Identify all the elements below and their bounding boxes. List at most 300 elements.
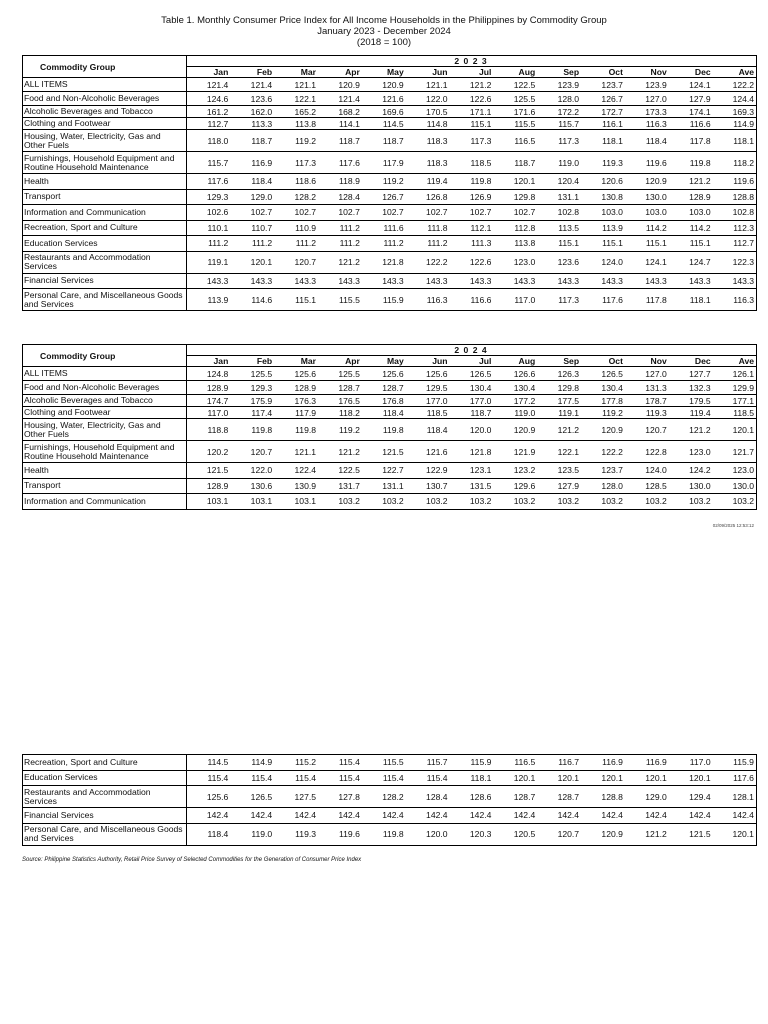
index-value: 119.4	[669, 407, 713, 419]
index-value: 121.6	[406, 441, 450, 463]
index-value: 112.3	[713, 220, 757, 236]
table-row	[23, 78, 757, 92]
index-value: 120.6	[581, 174, 625, 190]
index-value: 143.3	[713, 273, 757, 289]
index-value: 118.2	[318, 407, 362, 419]
table-row	[23, 251, 757, 273]
index-value: 120.7	[274, 251, 318, 273]
index-value: 117.3	[274, 152, 318, 174]
index-value: 127.8	[318, 786, 362, 808]
month-header: Jan	[187, 356, 231, 367]
index-value: 130.0	[625, 189, 669, 205]
index-value: 110.9	[274, 220, 318, 236]
index-value: 103.0	[669, 205, 713, 221]
month-header: Oct	[581, 356, 625, 367]
index-value: 124.0	[625, 463, 669, 479]
commodity-label: Food and Non-Alcoholic Beverages	[23, 92, 187, 106]
index-value: 131.7	[318, 478, 362, 494]
index-value: 128.0	[537, 92, 581, 106]
index-value: 129.5	[406, 381, 450, 395]
index-value: 115.4	[318, 755, 362, 771]
index-value: 119.2	[274, 130, 318, 152]
index-value: 121.5	[669, 823, 713, 845]
index-value: 121.1	[406, 78, 450, 92]
index-value: 121.2	[669, 174, 713, 190]
month-header: May	[362, 356, 406, 367]
index-value: 112.8	[493, 220, 537, 236]
index-value: 142.4	[362, 808, 406, 824]
index-value: 128.9	[274, 381, 318, 395]
index-value: 115.9	[713, 755, 757, 771]
index-value: 111.2	[230, 236, 274, 252]
table-row	[23, 478, 757, 494]
index-value: 130.9	[274, 478, 318, 494]
index-value: 121.8	[362, 251, 406, 273]
table-title	[0, 15, 768, 48]
index-value: 177.0	[450, 395, 494, 407]
commodity-label: Health	[23, 463, 187, 479]
index-value: 120.9	[318, 78, 362, 92]
index-value: 122.2	[581, 441, 625, 463]
title-line-3: (2018 = 100)	[356, 37, 412, 48]
index-value: 126.3	[537, 367, 581, 381]
index-value: 118.7	[318, 130, 362, 152]
index-value: 129.8	[537, 381, 581, 395]
index-value: 143.3	[537, 273, 581, 289]
index-value: 120.3	[450, 823, 494, 845]
index-value: 120.1	[493, 770, 537, 786]
index-value: 129.6	[493, 478, 537, 494]
index-value: 115.4	[362, 770, 406, 786]
year-header: 2 0 2 4	[187, 345, 757, 356]
month-header: Sep	[537, 356, 581, 367]
index-value: 121.5	[362, 441, 406, 463]
index-value: 102.7	[274, 205, 318, 221]
index-value: 116.3	[406, 289, 450, 311]
index-value: 119.1	[537, 407, 581, 419]
table-row	[23, 273, 757, 289]
index-value: 118.8	[187, 419, 231, 441]
table-row	[23, 419, 757, 441]
index-value: 103.2	[713, 494, 757, 510]
index-value: 142.4	[669, 808, 713, 824]
index-value: 122.1	[274, 92, 318, 106]
month-header: Sep	[537, 67, 581, 78]
index-value: 123.0	[669, 441, 713, 463]
index-value: 128.7	[493, 786, 537, 808]
index-value: 117.6	[713, 770, 757, 786]
index-value: 142.4	[713, 808, 757, 824]
index-value: 126.5	[450, 367, 494, 381]
table-row	[23, 407, 757, 419]
index-value: 118.1	[669, 289, 713, 311]
index-value: 126.1	[713, 367, 757, 381]
index-value: 143.3	[187, 273, 231, 289]
index-value: 120.1	[669, 770, 713, 786]
index-value: 117.8	[625, 289, 669, 311]
index-value: 111.2	[318, 236, 362, 252]
index-value: 129.0	[230, 189, 274, 205]
commodity-label: Personal Care, and Miscellaneous Goods and Services	[23, 823, 187, 845]
index-value: 128.2	[362, 786, 406, 808]
index-value: 125.6	[362, 367, 406, 381]
cpi-table-2024-continued	[22, 754, 757, 846]
index-value: 121.4	[230, 78, 274, 92]
index-value: 122.0	[406, 92, 450, 106]
index-value: 129.3	[187, 189, 231, 205]
index-value: 115.4	[187, 770, 231, 786]
commodity-label: Food and Non-Alcoholic Beverages	[23, 381, 187, 395]
commodity-label: Housing, Water, Electricity, Gas and Other Fuels	[23, 419, 187, 441]
month-header: Ave	[713, 67, 757, 78]
index-value: 103.1	[230, 494, 274, 510]
index-value: 116.6	[669, 118, 713, 130]
index-value: 119.0	[493, 407, 537, 419]
index-value: 117.6	[187, 174, 231, 190]
table-row	[23, 289, 757, 311]
index-value: 121.1	[274, 441, 318, 463]
index-value: 174.1	[669, 106, 713, 118]
index-value: 116.9	[581, 755, 625, 771]
table-row	[23, 92, 757, 106]
index-value: 121.2	[450, 78, 494, 92]
index-value: 113.5	[537, 220, 581, 236]
index-value: 126.9	[450, 189, 494, 205]
table-row	[23, 189, 757, 205]
index-value: 113.8	[493, 236, 537, 252]
index-value: 111.6	[362, 220, 406, 236]
index-value: 119.3	[274, 823, 318, 845]
index-value: 143.3	[450, 273, 494, 289]
index-value: 176.5	[318, 395, 362, 407]
index-value: 162.0	[230, 106, 274, 118]
index-value: 114.2	[669, 220, 713, 236]
commodity-label: Education Services	[23, 770, 187, 786]
index-value: 121.5	[187, 463, 231, 479]
index-value: 172.7	[581, 106, 625, 118]
index-value: 122.8	[625, 441, 669, 463]
index-value: 123.9	[625, 78, 669, 92]
month-header: Apr	[318, 67, 362, 78]
commodity-group-header: Commodity Group	[23, 56, 187, 78]
index-value: 122.2	[406, 251, 450, 273]
index-value: 128.4	[318, 189, 362, 205]
index-value: 117.3	[537, 130, 581, 152]
month-header: Ave	[713, 356, 757, 367]
index-value: 143.3	[362, 273, 406, 289]
index-value: 103.2	[406, 494, 450, 510]
index-value: 142.4	[274, 808, 318, 824]
index-value: 111.2	[362, 236, 406, 252]
source-note: Source: Philippine Statistics Authority, Retail Price Survey of Selected Commodities for the Generation of Consumer Price Index	[22, 857, 362, 863]
index-value: 115.1	[537, 236, 581, 252]
index-value: 143.3	[274, 273, 318, 289]
index-value: 125.5	[493, 92, 537, 106]
index-value: 119.3	[625, 407, 669, 419]
index-value: 121.8	[450, 441, 494, 463]
index-value: 126.7	[581, 92, 625, 106]
index-value: 102.7	[450, 205, 494, 221]
index-value: 165.2	[274, 106, 318, 118]
index-value: 119.0	[230, 823, 274, 845]
index-value: 122.7	[362, 463, 406, 479]
index-value: 120.5	[493, 823, 537, 845]
index-value: 119.2	[318, 419, 362, 441]
index-value: 116.7	[537, 755, 581, 771]
index-value: 142.4	[625, 808, 669, 824]
index-value: 115.5	[362, 755, 406, 771]
commodity-label: Education Services	[23, 236, 187, 252]
index-value: 130.0	[669, 478, 713, 494]
index-value: 103.2	[362, 494, 406, 510]
month-header: Jul	[450, 356, 494, 367]
index-value: 115.4	[318, 770, 362, 786]
table-row	[23, 236, 757, 252]
index-value: 112.1	[450, 220, 494, 236]
index-value: 116.3	[625, 118, 669, 130]
index-value: 119.8	[450, 174, 494, 190]
index-value: 114.5	[187, 755, 231, 771]
index-value: 120.9	[625, 174, 669, 190]
index-value: 172.2	[537, 106, 581, 118]
index-value: 129.8	[493, 189, 537, 205]
index-value: 176.3	[274, 395, 318, 407]
index-value: 120.7	[537, 823, 581, 845]
index-value: 113.9	[187, 289, 231, 311]
index-value: 114.5	[362, 118, 406, 130]
index-value: 119.8	[274, 419, 318, 441]
index-value: 115.4	[406, 770, 450, 786]
index-value: 118.0	[187, 130, 231, 152]
index-value: 119.8	[362, 823, 406, 845]
index-value: 118.2	[713, 152, 757, 174]
index-value: 122.0	[230, 463, 274, 479]
index-value: 128.7	[318, 381, 362, 395]
table-row	[23, 174, 757, 190]
index-value: 113.8	[274, 118, 318, 130]
index-value: 170.5	[406, 106, 450, 118]
index-value: 128.0	[581, 478, 625, 494]
month-header: Aug	[493, 356, 537, 367]
table-row	[23, 130, 757, 152]
index-value: 125.5	[318, 367, 362, 381]
index-value: 129.3	[230, 381, 274, 395]
index-value: 130.4	[493, 381, 537, 395]
index-value: 119.2	[581, 407, 625, 419]
index-value: 111.2	[406, 236, 450, 252]
index-value: 120.7	[230, 441, 274, 463]
month-header: Apr	[318, 356, 362, 367]
index-value: 125.6	[274, 367, 318, 381]
table-row	[23, 118, 757, 130]
index-value: 115.9	[362, 289, 406, 311]
table-row	[23, 755, 757, 771]
index-value: 102.8	[713, 205, 757, 221]
index-value: 126.8	[406, 189, 450, 205]
index-value: 119.8	[362, 419, 406, 441]
index-value: 121.7	[713, 441, 757, 463]
index-value: 118.9	[318, 174, 362, 190]
index-value: 118.6	[274, 174, 318, 190]
index-value: 122.6	[450, 251, 494, 273]
index-value: 142.4	[581, 808, 625, 824]
index-value: 123.2	[493, 463, 537, 479]
index-value: 102.6	[187, 205, 231, 221]
index-value: 126.5	[230, 786, 274, 808]
index-value: 130.6	[230, 478, 274, 494]
index-value: 119.4	[406, 174, 450, 190]
index-value: 124.4	[713, 92, 757, 106]
index-value: 117.0	[493, 289, 537, 311]
index-value: 102.7	[406, 205, 450, 221]
index-value: 117.3	[450, 130, 494, 152]
commodity-label: Restaurants and Accommodation Services	[23, 786, 187, 808]
print-timestamp: 02/09/2025 12:53:12	[712, 523, 754, 528]
index-value: 128.7	[362, 381, 406, 395]
table-row	[23, 106, 757, 118]
month-header: Nov	[625, 67, 669, 78]
index-value: 103.1	[274, 494, 318, 510]
index-value: 115.1	[450, 118, 494, 130]
index-value: 123.7	[581, 78, 625, 92]
month-header: Feb	[230, 67, 274, 78]
index-value: 130.4	[581, 381, 625, 395]
index-value: 103.2	[318, 494, 362, 510]
table-row	[23, 786, 757, 808]
index-value: 179.5	[669, 395, 713, 407]
index-value: 178.7	[625, 395, 669, 407]
index-value: 171.1	[450, 106, 494, 118]
index-value: 121.2	[625, 823, 669, 845]
cpi-table-2024	[22, 344, 757, 510]
index-value: 126.6	[493, 367, 537, 381]
index-value: 174.7	[187, 395, 231, 407]
index-value: 124.0	[581, 251, 625, 273]
month-header: Mar	[274, 356, 318, 367]
commodity-label: Transport	[23, 189, 187, 205]
month-header: Oct	[581, 67, 625, 78]
index-value: 124.1	[625, 251, 669, 273]
index-value: 115.7	[187, 152, 231, 174]
index-value: 143.3	[318, 273, 362, 289]
index-value: 103.2	[625, 494, 669, 510]
index-value: 121.2	[537, 419, 581, 441]
table-row	[23, 463, 757, 479]
index-value: 112.7	[713, 236, 757, 252]
index-value: 127.9	[669, 92, 713, 106]
index-value: 116.1	[581, 118, 625, 130]
index-value: 122.5	[493, 78, 537, 92]
commodity-label: Clothing and Footwear	[23, 118, 187, 130]
index-value: 121.4	[187, 78, 231, 92]
index-value: 124.8	[187, 367, 231, 381]
index-value: 112.7	[187, 118, 231, 130]
index-value: 116.5	[493, 130, 537, 152]
index-value: 116.9	[625, 755, 669, 771]
index-value: 115.4	[230, 770, 274, 786]
table-row	[23, 205, 757, 221]
index-value: 110.1	[187, 220, 231, 236]
index-value: 122.9	[406, 463, 450, 479]
index-value: 117.9	[274, 407, 318, 419]
month-header: Feb	[230, 356, 274, 367]
index-value: 128.9	[187, 381, 231, 395]
index-value: 111.3	[450, 236, 494, 252]
index-value: 118.4	[406, 419, 450, 441]
index-value: 115.1	[581, 236, 625, 252]
index-value: 119.6	[625, 152, 669, 174]
table-row	[23, 152, 757, 174]
month-header: Jun	[406, 67, 450, 78]
index-value: 122.3	[713, 251, 757, 273]
index-value: 127.9	[537, 478, 581, 494]
index-value: 118.4	[362, 407, 406, 419]
index-value: 123.1	[450, 463, 494, 479]
commodity-label: Restaurants and Accommodation Services	[23, 251, 187, 273]
index-value: 171.6	[493, 106, 537, 118]
index-value: 111.2	[274, 236, 318, 252]
index-value: 143.3	[581, 273, 625, 289]
index-value: 142.4	[537, 808, 581, 824]
index-value: 143.3	[230, 273, 274, 289]
commodity-label: Health	[23, 174, 187, 190]
commodity-label: ALL ITEMS	[23, 78, 187, 92]
index-value: 117.9	[362, 152, 406, 174]
index-value: 121.9	[493, 441, 537, 463]
index-value: 120.0	[450, 419, 494, 441]
index-value: 115.1	[625, 236, 669, 252]
index-value: 131.1	[362, 478, 406, 494]
index-value: 119.6	[318, 823, 362, 845]
index-value: 118.3	[406, 130, 450, 152]
index-value: 168.2	[318, 106, 362, 118]
index-value: 120.2	[187, 441, 231, 463]
month-header: Jul	[450, 67, 494, 78]
index-value: 175.9	[230, 395, 274, 407]
index-value: 111.2	[318, 220, 362, 236]
index-value: 103.2	[450, 494, 494, 510]
commodity-label: Transport	[23, 478, 187, 494]
month-header: Mar	[274, 67, 318, 78]
index-value: 130.4	[450, 381, 494, 395]
index-value: 120.1	[713, 823, 757, 845]
index-value: 121.2	[318, 251, 362, 273]
index-value: 117.4	[230, 407, 274, 419]
commodity-label: Financial Services	[23, 808, 187, 824]
index-value: 131.3	[625, 381, 669, 395]
month-header: Jun	[406, 356, 450, 367]
table-row	[23, 367, 757, 381]
index-value: 128.6	[450, 786, 494, 808]
table-row	[23, 770, 757, 786]
month-header: Aug	[493, 67, 537, 78]
index-value: 128.7	[537, 786, 581, 808]
index-value: 114.2	[625, 220, 669, 236]
index-value: 111.8	[406, 220, 450, 236]
index-value: 128.8	[581, 786, 625, 808]
index-value: 114.6	[230, 289, 274, 311]
index-value: 117.6	[581, 289, 625, 311]
index-value: 119.2	[362, 174, 406, 190]
index-value: 102.7	[493, 205, 537, 221]
index-value: 103.2	[581, 494, 625, 510]
index-value: 118.4	[230, 174, 274, 190]
index-value: 129.0	[625, 786, 669, 808]
index-value: 142.4	[230, 808, 274, 824]
index-value: 128.9	[187, 478, 231, 494]
index-value: 119.8	[669, 152, 713, 174]
commodity-label: Recreation, Sport and Culture	[23, 220, 187, 236]
